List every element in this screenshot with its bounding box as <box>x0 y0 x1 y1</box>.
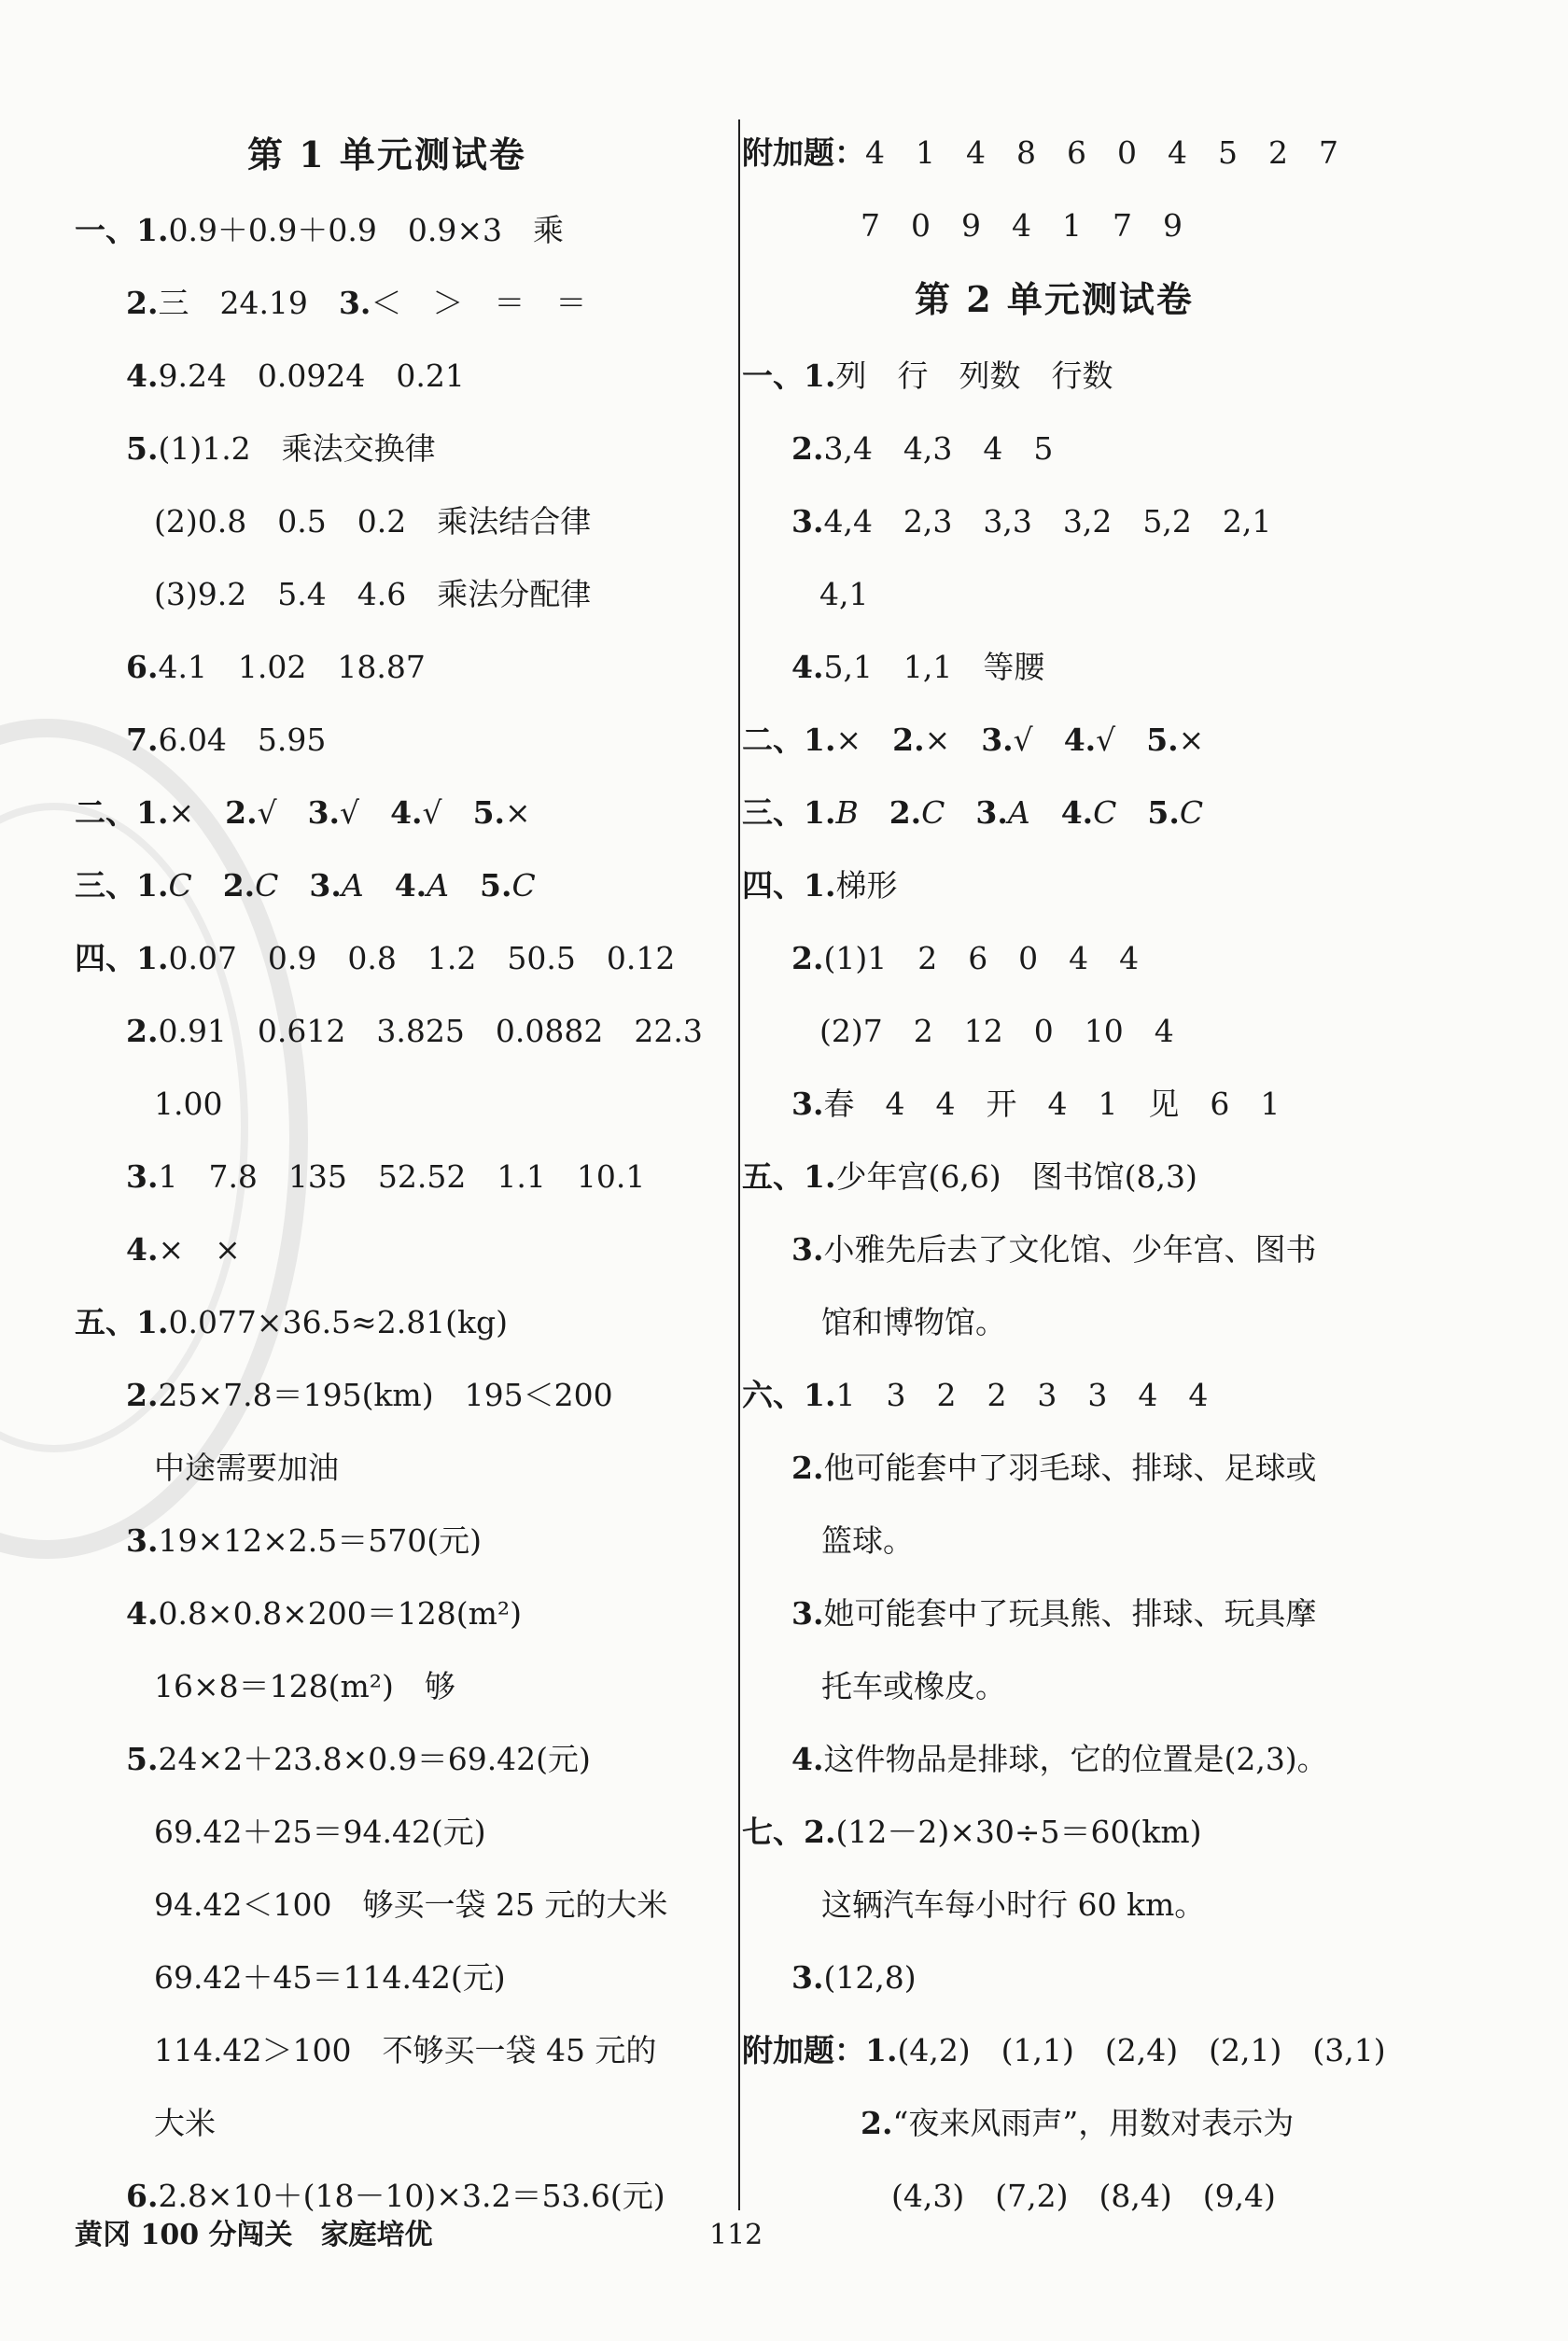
answer-line: 中途需要加油 <box>154 1450 339 1486</box>
answer-line: 16×8＝128(m²) 够 <box>154 1668 455 1704</box>
answer-line: 附加题：1.(4,2) (1,1) (2,4) (2,1) (3,1) <box>742 2032 1386 2068</box>
answer-line: (2)7 2 12 0 10 4 <box>819 1013 1174 1049</box>
answer-line: 3.19×12×2.5＝570(元) <box>126 1522 482 1559</box>
answer-line: 6.4.1 1.02 18.87 <box>126 649 426 685</box>
column-divider <box>738 119 740 2210</box>
answer-line: 四、1.梯形 <box>742 867 898 904</box>
answer-line: 3.(12,8) <box>791 1959 917 1996</box>
answer-line: 2.0.91 0.612 3.825 0.0882 22.3 <box>126 1013 703 1049</box>
answer-line: 附加题：4 1 4 8 6 0 4 5 2 7 <box>742 134 1338 171</box>
answer-line: 二、1.× 2.× 3.√ 4.√ 5.× <box>742 722 1205 758</box>
answer-line: 7.6.04 5.95 <box>126 722 327 758</box>
unit2-title: 第 2 单元测试卷 <box>915 278 1194 320</box>
answer-line: 2.三 24.19 3.＜ ＞ ＝ ＝ <box>126 285 587 321</box>
answer-line: 2.他可能套中了羽毛球、排球、足球或 <box>791 1450 1317 1486</box>
answer-line: 一、1.列 行 列数 行数 <box>742 357 1113 394</box>
answer-line: 2.(1)1 2 6 0 4 4 <box>791 940 1140 976</box>
answer-line: 114.42＞100 不够买一袋 45 元的 <box>154 2032 657 2068</box>
answer-line: 3.小雅先后去了文化馆、少年宫、图书 <box>791 1231 1317 1268</box>
answer-line: 2.“夜来风雨声”，用数对表示为 <box>861 2105 1295 2141</box>
answer-line: 5.24×2＋23.8×0.9＝69.42(元) <box>126 1741 591 1777</box>
answer-line: 这辆汽车每小时行 60 km。 <box>821 1886 1206 1923</box>
answer-line: 69.42＋45＝114.42(元) <box>154 1959 506 1996</box>
answer-line: 5.(1)1.2 乘法交换律 <box>126 430 436 467</box>
answer-line: 馆和博物馆。 <box>821 1304 1006 1340</box>
answer-line: 五、1.0.077×36.5≈2.81(kg) <box>75 1304 509 1340</box>
answer-line: 3.4,4 2,3 3,3 3,2 5,2 2,1 <box>791 503 1272 540</box>
answer-line: 94.42＜100 够买一袋 25 元的大米 <box>154 1886 668 1923</box>
answer-line: 6.2.8×10＋(18－10)×3.2＝53.6(元) <box>126 2178 665 2214</box>
answer-line: (4,3) (7,2) (8,4) (9,4) <box>891 2178 1276 2214</box>
answer-line: 托车或橡皮。 <box>821 1668 1006 1704</box>
answer-line: 4.0.8×0.8×200＝128(m²) <box>126 1595 522 1632</box>
page-number: 112 <box>709 2219 763 2251</box>
answer-line: 三、1.C 2.C 3.A 4.A 5.C <box>75 867 536 904</box>
watermark-seal <box>0 719 308 1559</box>
answer-line: 3.1 7.8 135 52.52 1.1 10.1 <box>126 1158 646 1195</box>
answer-line: 2.25×7.8＝195(km) 195＜200 <box>126 1377 613 1413</box>
answer-line: 大米 <box>154 2105 216 2141</box>
answer-line: 二、1.× 2.√ 3.√ 4.√ 5.× <box>75 794 531 831</box>
answer-line: 7 0 9 4 1 7 9 <box>861 207 1183 244</box>
answer-line: 4.× × <box>126 1231 241 1268</box>
answer-line: (3)9.2 5.4 4.6 乘法分配律 <box>154 576 592 612</box>
answer-line: 4.这件物品是排球，它的位置是(2,3)。 <box>791 1741 1328 1777</box>
answer-line: 五、1.少年宫(6,6) 图书馆(8,3) <box>742 1158 1197 1195</box>
answer-line: 4.5,1 1,1 等腰 <box>791 649 1045 685</box>
answer-line: (2)0.8 0.5 0.2 乘法结合律 <box>154 503 592 540</box>
answer-line: 1.00 <box>154 1086 223 1122</box>
answer-line: 3.春 4 4 开 4 1 见 6 1 <box>791 1086 1281 1122</box>
answer-line: 4,1 <box>819 576 869 612</box>
answer-line: 3.她可能套中了玩具熊、排球、玩具摩 <box>791 1595 1317 1632</box>
answer-line: 六、1.1 3 2 2 3 3 4 4 <box>742 1377 1209 1413</box>
footer-book-title: 黄冈 100 分闯关 家庭培优 <box>75 2219 433 2251</box>
answer-line: 四、1.0.07 0.9 0.8 1.2 50.5 0.12 <box>75 940 676 976</box>
answer-line: 七、2.(12－2)×30÷5＝60(km) <box>742 1814 1202 1850</box>
answer-line: 篮球。 <box>821 1522 914 1559</box>
answer-line: 2.3,4 4,3 4 5 <box>791 430 1054 467</box>
answer-line: 三、1.B 2.C 3.A 4.C 5.C <box>742 794 1204 831</box>
answer-line: 4.9.24 0.0924 0.21 <box>126 357 465 394</box>
answer-line: 69.42＋25＝94.42(元) <box>154 1814 486 1850</box>
unit1-title: 第 1 单元测试卷 <box>247 133 526 175</box>
answer-line: 一、1.0.9＋0.9＋0.9 0.9×3 乘 <box>75 212 565 248</box>
